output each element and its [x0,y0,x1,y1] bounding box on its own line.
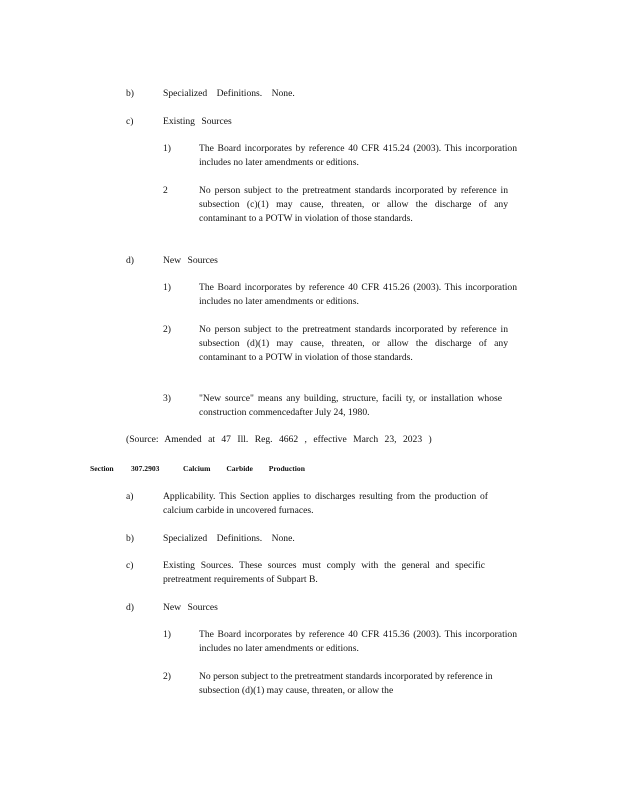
subsection-text: Applicability. This Section applies to discharges resulting from the production of calcium carbide in uncovered furnaces. [163,491,488,516]
item-text: The Board incorporates by reference 40 CFR 415.26 (2003). This incorporation includes no later amendments or editions. [199,282,517,307]
subsection-text: Specialized Definitions. None. [163,88,295,99]
source-note: (Source: Amended at 47 Ill. Reg. 4662 , effective March 23, 2023 ) [126,434,432,445]
item-label: 1) [163,282,171,293]
item-label: 2) [163,671,171,682]
item-label: 3) [163,393,171,404]
subsection-label: a) [126,491,134,502]
item-text: The Board incorporates by reference 40 CFR 415.36 (2003). This incorporation includes no later amendments or editions. [199,629,517,654]
section-number: 307.2903 [131,464,160,473]
subsection-label: b) [126,88,134,99]
section-word: Section [90,464,114,473]
item-label: 1) [163,143,171,154]
section-title: Calcium Carbide Production [183,464,305,473]
subsection-label: b) [126,533,134,544]
subsection-label: c) [126,116,134,127]
item-text: "New source" means any building, structure, facili ty, or installation whose construction commencedafter July 24, 1980. [199,393,502,418]
item-label: 2) [163,324,171,335]
item-label: 2 [163,185,168,196]
subsection-label: c) [126,560,134,571]
subsection-label: d) [126,602,134,613]
subsection-text: New Sources [163,602,218,613]
subsection-text: Existing Sources. These sources must comply with the general and specific pretreatment requirements of Subpart B. [163,560,485,585]
subsection-label: d) [126,255,134,266]
item-text: No person subject to the pretreatment standards incorporated by reference in subsection (d)(1) may cause, threaten, or allow the discharge of any contaminant to a POTW in violation of those standards. [199,324,508,363]
item-text: No person subject to the pretreatment standards incorporated by reference in subsection (d)(1) may cause, threaten, or allow the [199,671,493,696]
item-text: The Board incorporates by reference 40 CFR 415.24 (2003). This incorporation includes no later amendments or editions. [199,143,517,168]
item-text: No person subject to the pretreatment standards incorporated by reference in subsection (c)(1) may cause, threaten, or allow the discharge of any contaminant to a POTW in violation of those standards. [199,185,508,224]
item-label: 1) [163,629,171,640]
subsection-text: New Sources [163,255,218,266]
subsection-text: Existing Sources [163,116,232,127]
subsection-text: Specialized Definitions. None. [163,533,295,544]
